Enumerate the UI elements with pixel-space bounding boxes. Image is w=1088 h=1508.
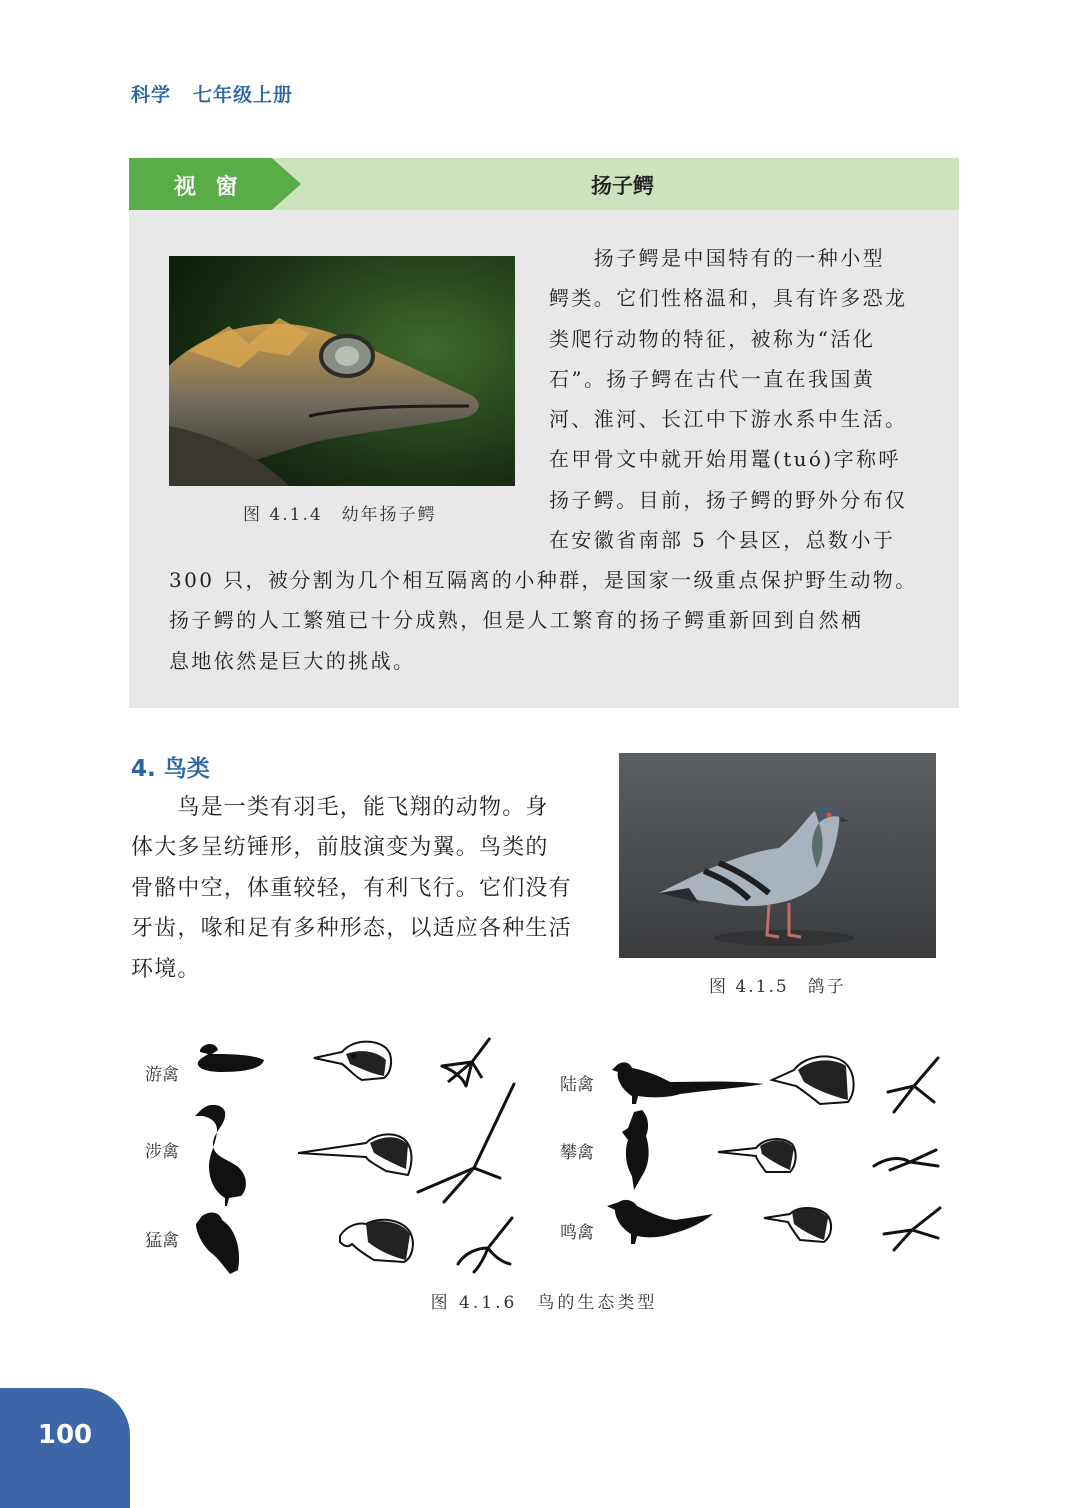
text-line: 类爬行动物的特征，被称为“活化	[549, 326, 876, 351]
text-line: 体大多呈纺锤形，前肢演变为翼。鸟类的	[131, 835, 549, 861]
bird-type-label: 涉禽	[145, 1142, 179, 1162]
text-line: 河、淮河、长江中下游水系中生活。	[549, 407, 908, 432]
pheasant-silhouette-icon	[610, 1058, 765, 1106]
section-title: 4. 鸟类	[131, 756, 210, 782]
bird-types-caption: 图 4.1.6 鸟的生态类型	[430, 1293, 658, 1313]
bird-type-label: 鸣禽	[560, 1223, 594, 1243]
woodpecker-silhouette-icon	[620, 1110, 654, 1190]
text-line: 牙齿，喙和足有多种形态，以适应各种生活	[131, 916, 572, 942]
window-text-full	[169, 560, 921, 681]
text-line: 环境。	[131, 956, 201, 982]
duck-head-icon	[312, 1038, 394, 1082]
wader-foot-icon	[414, 1082, 518, 1204]
perching-foot-icon	[880, 1204, 944, 1254]
land-bird-foot-icon	[884, 1056, 944, 1116]
text-line: 骨骼中空，体重较轻，有利飞行。它们没有	[131, 875, 572, 901]
text-line: 扬子鳄。目前，扬子鳄的野外分布仅	[549, 487, 908, 512]
pigeon-photo	[619, 753, 936, 958]
running-header	[131, 80, 315, 107]
songbird-silhouette-icon	[605, 1198, 715, 1246]
text-line: 扬子鳄的人工繁殖已十分成熟，但是人工繁育的扬子鳄重新回到自然栖	[169, 608, 864, 633]
window-text-right	[549, 238, 919, 560]
text-line: 300 只，被分割为几个相互隔离的小种群，是国家一级重点保护野生动物。	[169, 568, 918, 592]
eagle-silhouette-icon	[192, 1210, 244, 1274]
climbing-foot-icon	[870, 1140, 942, 1174]
eagle-head-icon	[336, 1214, 414, 1264]
header-grade: 七年级上册	[193, 84, 294, 106]
bird-type-label: 攀禽	[560, 1143, 594, 1163]
pheasant-head-icon	[770, 1052, 858, 1106]
woodpecker-head-icon	[716, 1134, 798, 1174]
text-line: 在安徽省南部 5 个县区，总数小于	[549, 528, 896, 553]
talon-foot-icon	[454, 1214, 518, 1274]
text-line: 息地依然是巨大的挑战。	[169, 648, 416, 673]
bird-type-label: 猛禽	[145, 1231, 179, 1251]
heron-head-icon	[296, 1125, 416, 1177]
bird-type-label: 陆禽	[560, 1075, 594, 1095]
window-tab-label: 视 窗	[174, 175, 244, 200]
text-line: 在甲骨文中就开始用鼍(tuó)字称呼	[549, 447, 901, 472]
bird-type-label: 游禽	[145, 1065, 179, 1085]
alligator-caption: 图 4.1.4 幼年扬子鳄	[243, 505, 437, 525]
text-line: 扬子鳄是中国特有的一种小型	[549, 246, 885, 270]
window-title: 扬子鳄	[591, 174, 654, 198]
header-subject: 科学	[131, 84, 172, 106]
text-line: 鸟是一类有羽毛，能飞翔的动物。身	[131, 795, 549, 820]
section-body	[131, 788, 583, 990]
text-line: 石”。扬子鳄在古代一直在我国黄	[549, 366, 876, 391]
pigeon-caption: 图 4.1.5 鸽子	[709, 977, 846, 997]
text-line: 鳄类。它们性格温和，具有许多恐龙	[549, 286, 908, 311]
heron-silhouette-icon	[195, 1102, 253, 1206]
duck-silhouette-icon	[192, 1042, 272, 1074]
alligator-photo	[169, 256, 515, 486]
songbird-head-icon	[762, 1204, 834, 1244]
page-number: 100	[37, 1420, 93, 1450]
